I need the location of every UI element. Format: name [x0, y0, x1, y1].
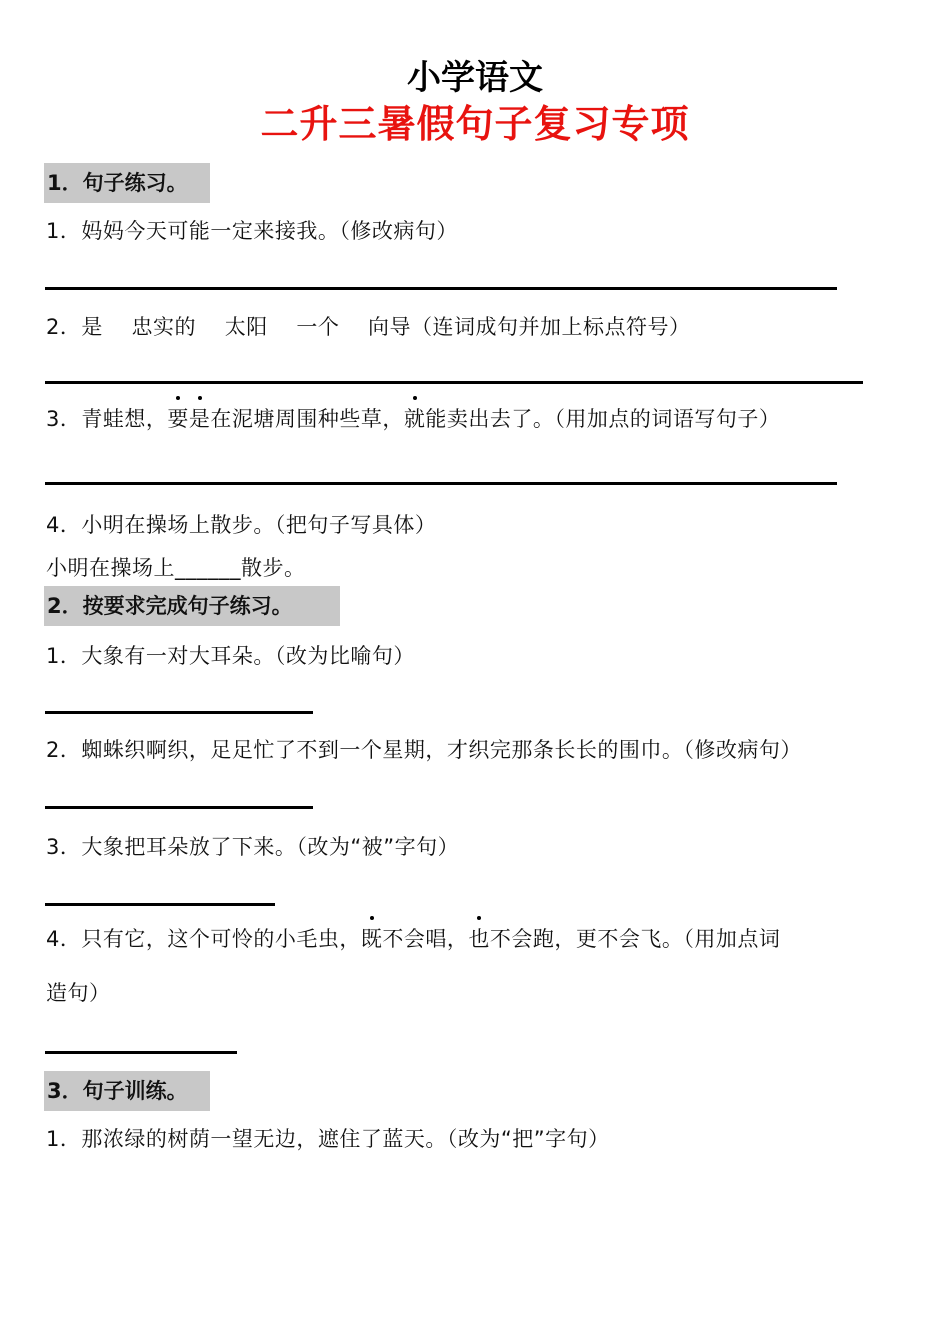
- s1-q3-dotted-word-1: 要: [167, 404, 189, 434]
- s1-question-4: 4．小明在操场上散步。（把句子写具体）: [46, 513, 437, 537]
- page-subtitle: 二升三暑假句子复习专项: [260, 102, 690, 146]
- s1-q3-part-c: 能卖出去了。（用加点的词语写句子）: [425, 407, 781, 431]
- s1-q3-dotted-word-2: 是: [189, 404, 211, 434]
- s2-answer-line-3: [45, 903, 275, 906]
- s1-answer-line-3: [45, 482, 837, 485]
- s2-question-4-cont: 造句）: [46, 981, 111, 1005]
- s2-answer-line-1: [45, 711, 313, 714]
- s1-answer-line-1: [45, 287, 837, 290]
- s1-question-3: [46, 404, 780, 434]
- s1-q3-part-b: 在泥塘周围种些草，: [210, 407, 404, 431]
- s2-question-2: 2．蜘蛛织啊织，足足忙了不到一个星期，才织完那条长长的围巾。（修改病句）: [46, 738, 802, 762]
- s2-question-1: 1．大象有一对大耳朵。（改为比喻句）: [46, 644, 415, 668]
- s2-question-3: 3．大象把耳朵放了下来。（改为“被”字句）: [46, 835, 460, 859]
- s1-q3-dotted-word-3: 就: [404, 404, 426, 434]
- s2-question-4: [46, 924, 780, 954]
- s2-q4-part-b: 不会唱，: [382, 927, 469, 951]
- section-1-heading: 1．句子练习。: [44, 163, 210, 203]
- s1-q3-part-a: 3．青蛙想，: [46, 407, 168, 431]
- section-3-heading: 3．句子训练。: [44, 1071, 210, 1111]
- s2-q4-dotted-word-1: 既: [361, 924, 383, 954]
- s2-answer-line-4: [45, 1051, 237, 1054]
- s1-question-2: 2．是 忠实的 太阳 一个 向导（连词成句并加上标点符号）: [46, 315, 691, 339]
- page-title: 小学语文: [407, 58, 543, 98]
- s1-question-4-fill: 小明在操场上______散步。: [46, 556, 306, 580]
- s3-question-1: 1．那浓绿的树荫一望无边，遮住了蓝天。（改为“把”字句）: [46, 1127, 610, 1151]
- s2-q4-part-c: 不会跑，更不会飞。（用加点词: [489, 927, 781, 951]
- s2-q4-part-a: 4．只有它，这个可怜的小毛虫，: [46, 927, 361, 951]
- section-2-heading: 2．按要求完成句子练习。: [44, 586, 340, 626]
- s1-answer-line-2: [45, 381, 863, 384]
- s2-answer-line-2: [45, 806, 313, 809]
- s2-q4-dotted-word-2: 也: [468, 924, 490, 954]
- s1-question-1: 1．妈妈今天可能一定来接我。（修改病句）: [46, 219, 458, 243]
